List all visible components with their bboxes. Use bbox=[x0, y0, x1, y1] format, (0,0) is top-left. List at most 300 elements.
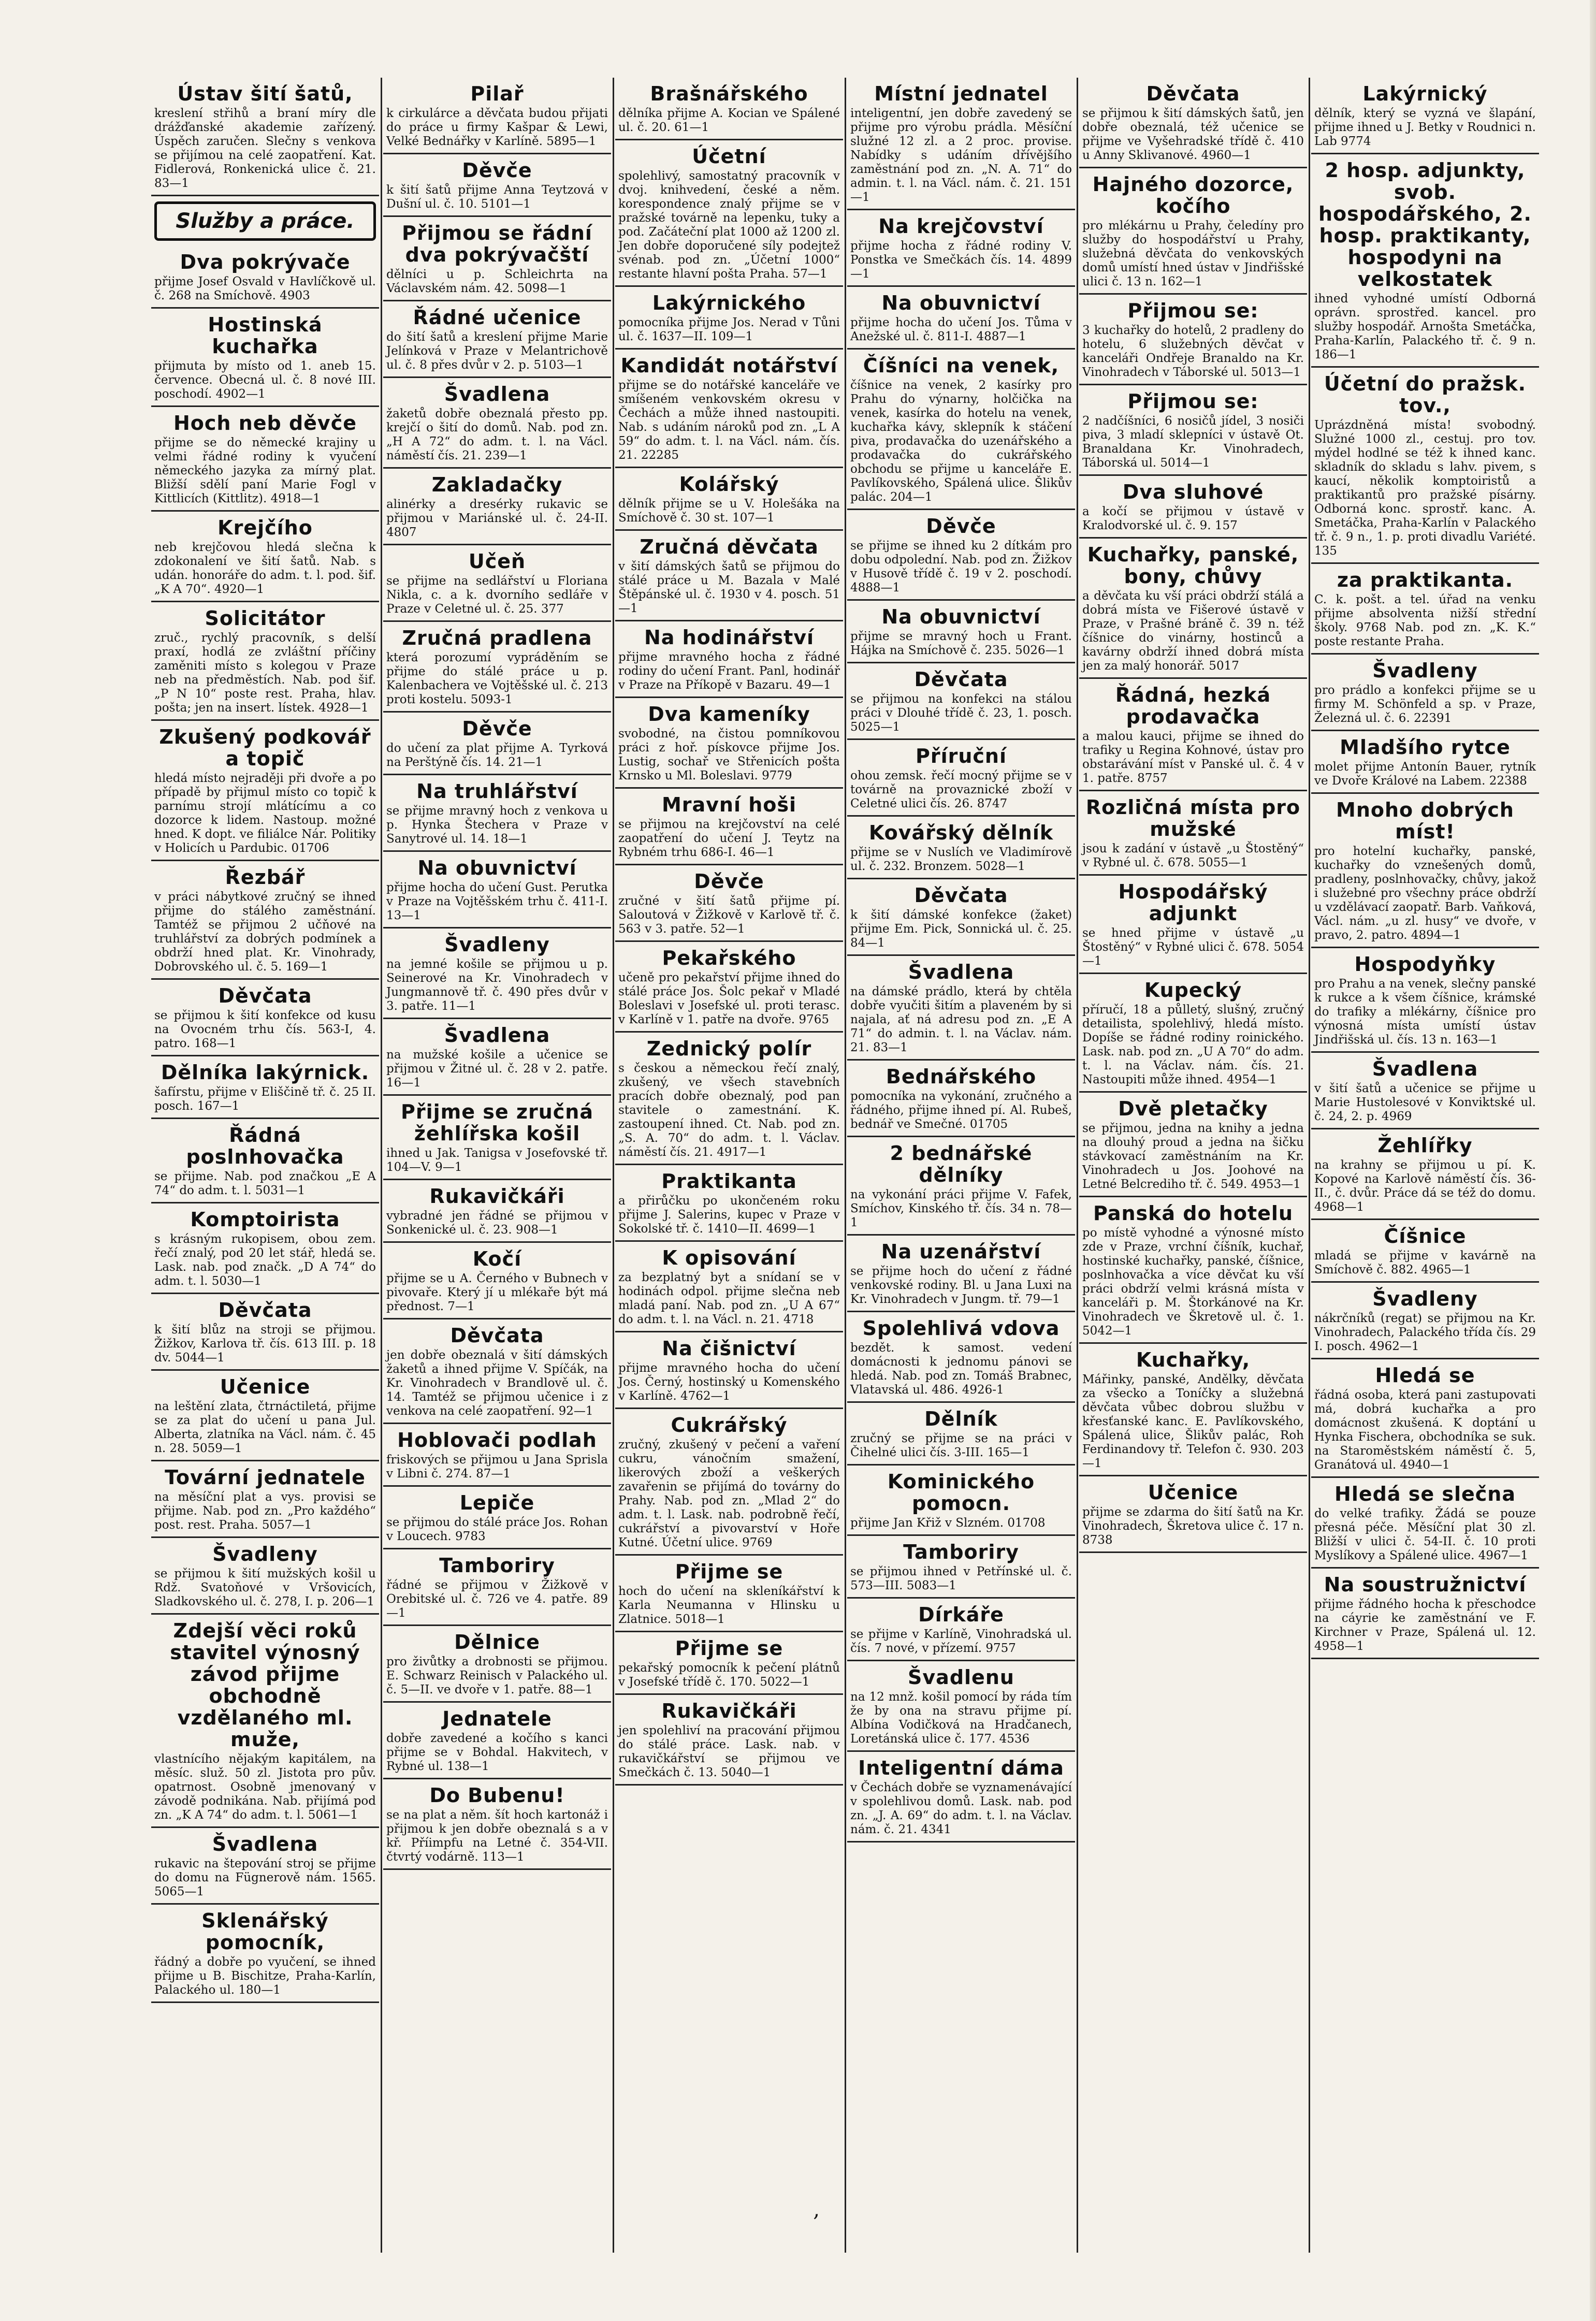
ad-heading: Žehlířky bbox=[1377, 1134, 1473, 1157]
ad-heading: Dělník bbox=[924, 1408, 998, 1430]
classified-ad bbox=[615, 621, 843, 698]
ad-body: k šití blůz na stroji se přijmou. Žižkov, Karlova tř. čís. 613 III. p. 18 dv. 5044—1 bbox=[154, 1323, 376, 1365]
classified-ad bbox=[847, 1752, 1075, 1843]
classified-ad bbox=[151, 980, 379, 1056]
ad-heading: Ústav šití šatů, bbox=[177, 82, 353, 105]
ad-heading: Učenice bbox=[1148, 1481, 1239, 1504]
classified-ad bbox=[847, 510, 1075, 601]
ad-heading: Řezbář bbox=[225, 866, 306, 889]
classified-ad bbox=[847, 663, 1075, 740]
ad-body: a přirůčku po ukončeném roku přijme J. Salerins, kupec v Praze v Sokolské tř. č. 1410—II. 4699—1 bbox=[618, 1194, 840, 1236]
ad-heading: Přijmou se: bbox=[1127, 299, 1259, 322]
ad-body: v šití dámských šatů se přijmou do stálé práce u M. Bazala v Malé Štěpánské ul. č. 1930 v 4. posch. 51—1 bbox=[618, 560, 840, 615]
ad-heading: Spolehlivá vdova bbox=[862, 1317, 1060, 1340]
ad-body: která porozumí vypráděním se přijme do stálé práce u p. Kalenbachera ve Vojtěšské ul. č. 213 proti kostelu. 5093-1 bbox=[386, 651, 608, 706]
ad-body: se přijme se ihned ku 2 dítkám pro dobu odpolední. Nab. pod zn. Žižkov v Husově třídě č. 19 v 2. poschodí. 4888—1 bbox=[850, 539, 1072, 594]
classified-ad bbox=[1079, 168, 1307, 295]
ad-heading: Místní jednatel bbox=[874, 82, 1048, 105]
ad-heading: Tamboriry bbox=[439, 1554, 555, 1577]
ad-heading: Děvče bbox=[926, 515, 996, 538]
ad-heading: Krejčího bbox=[217, 516, 313, 539]
ad-heading: Zednický polír bbox=[646, 1037, 812, 1060]
ad-heading: Na obuvnictví bbox=[881, 292, 1041, 314]
ad-heading: Rukavičkáři bbox=[429, 1185, 565, 1208]
ad-heading: Děvčata bbox=[914, 884, 1008, 907]
ad-heading: Zručná pradlena bbox=[402, 627, 592, 649]
ad-body: vybradné jen řádné se přijmou v Sonkenické ul. č. 23. 908—1 bbox=[386, 1209, 608, 1237]
ad-body: molet přijme Antonín Bauer, rytník ve Dvoře Králové na Labem. 22388 bbox=[1314, 760, 1536, 788]
classified-ad bbox=[151, 1828, 379, 1905]
classified-ad bbox=[151, 1538, 379, 1615]
ad-body: zručné v šití šatů přijme pí. Saloutová v Žižkově v Karlově tř. č. 563 v 3. patře. 52—1 bbox=[618, 894, 840, 936]
ad-body: inteligentní, jen dobře zavedený se přijme pro výrobu prádla. Měsíční služné 12 zl. a 2 proc. provise. Nabídky s udáním dřívějšího zaměstnání pod zn. „N. A. 71“ do admin. t. l. na Václ. nám. č. 21. 151—1 bbox=[850, 107, 1072, 204]
classified-ad bbox=[847, 1599, 1075, 1661]
ad-body: se přijme mravný hoch z venkova u p. Hynka Štechera v Praze v Sanytrové ul. 14. 18—1 bbox=[386, 804, 608, 846]
classified-ad bbox=[615, 468, 843, 531]
classified-ad bbox=[1079, 876, 1307, 974]
classified-ad bbox=[847, 1236, 1075, 1312]
classified-ad bbox=[615, 865, 843, 942]
ad-body: ihned vyhodné umístí Odborná oprávn. sprostřed. kancel. pro služby hospodář. Arnošta Smetáčka, Praha-Karlín, Palackého tř. č. 9 n. 186—1 bbox=[1314, 292, 1536, 361]
classified-ad bbox=[1079, 791, 1307, 876]
ad-heading: Dělnice bbox=[454, 1631, 540, 1653]
classified-ad bbox=[847, 78, 1075, 210]
ad-column-5 bbox=[1079, 78, 1307, 2253]
ad-body: dělník přijme se u V. Holešáka na Smíchově č. 30 st. 107—1 bbox=[618, 497, 840, 525]
column-rule bbox=[381, 78, 382, 2253]
ad-body: jen dobře obeznalá v šití dámských žaketů a ihned přijme V. Spíčák, na Kr. Vinohradech v Brandlově ul. č. 14. Tamtéž se přijmou učenice i z venkova na celé zaopatření. 92—1 bbox=[386, 1348, 608, 1418]
classified-ad bbox=[1311, 1569, 1539, 1659]
ad-body: se na plat a něm. šít hoch kartonáž i přijmou k jen dobře obeznalá s a v kř. Příimpfu na Letné č. 354-VII. čtvrtý vodárně. 113—1 bbox=[386, 1808, 608, 1864]
ad-body: na dámské prádlo, která by chtěla dobře vyučiti šitím a plaveném by si najala, ať ná adresu pod zn. „E A 71“ do admin. t. l. na Václav. nám. 21. 83—1 bbox=[850, 985, 1072, 1054]
classified-ad bbox=[615, 78, 843, 140]
ad-heading: 2 bednářské dělníky bbox=[890, 1142, 1033, 1186]
classified-ad bbox=[383, 1424, 611, 1487]
classified-ad bbox=[1079, 476, 1307, 539]
ad-body: mladá se přijme v kavárně na Smíchově č. 882. 4965—1 bbox=[1314, 1249, 1536, 1276]
ad-heading: Praktikanta bbox=[661, 1170, 797, 1193]
ad-heading: Dva pokrývače bbox=[180, 251, 351, 273]
classified-ad bbox=[1311, 1283, 1539, 1359]
ad-heading: Na truhlářství bbox=[416, 780, 578, 803]
ad-heading: Švadlena bbox=[212, 1833, 318, 1855]
classified-ad bbox=[615, 698, 843, 789]
ad-heading: Brašnářského bbox=[650, 82, 808, 105]
classified-ad bbox=[383, 1779, 611, 1870]
classified-ad bbox=[151, 1615, 379, 1828]
classified-ad bbox=[383, 852, 611, 929]
classified-ad bbox=[847, 1137, 1075, 1236]
ad-body: spolehlivý, samostatný pracovník v dvoj. knihvedení, české a něm. korespondence znalý přijme se v pražské továrně na lepenku, tuky a pod. Začáteční plat 1000 až 1200 zl. Jen dobře doporučené síly podejtež svénab. pod zn. „Účetní 1000“ restante hlavní pošta Praha. 57—1 bbox=[618, 169, 840, 281]
ad-body: na krahny se přijmou u pí. K. Kopové na Karlově náměstí čís. 36-II., č. dvůr. Práce dá se též do domu. 4968—1 bbox=[1314, 1158, 1536, 1214]
classified-ad bbox=[1079, 78, 1307, 168]
ad-body: číšnice na venek, 2 kasírky pro Prahu do výnarny, holčička na venek, kasírka do hotelu na venek, kuchařka kávy, sklepník k stáčení piva, prodavačka do uzenářského a prodavačka do cukrářského obchodu se přijme u kanceláře E. Pavlíkovského, Spálená ulice. Šlikův palác. 204—1 bbox=[850, 379, 1072, 504]
ad-body: na jemné košile se přijmou u p. Seinerové na Kr. Vinohradech v Jungmannově tř. č. 490 přes dvůr v 3. patře. 11—1 bbox=[386, 958, 608, 1013]
classified-ad bbox=[1311, 368, 1539, 564]
ad-heading: Na čišnictví bbox=[662, 1337, 796, 1360]
ad-heading: Na hodinářství bbox=[644, 626, 815, 649]
classified-ad bbox=[383, 469, 611, 545]
classified-ad bbox=[847, 1536, 1075, 1599]
ad-heading: Hledá se bbox=[1375, 1364, 1475, 1387]
ad-body: se přijmou do stálé práce Jos. Rohan v Loucech. 9783 bbox=[386, 1516, 608, 1543]
ad-body: řádný a dobře po vyučení, se ihned přijme u B. Bischitze, Praha-Karlín, Palackého ul. 180—1 bbox=[154, 1955, 376, 1997]
ad-body: kreslení střihů a braní míry dle drážďanské akademie zařízený. Úspěch zaručen. Slečny s venkova se přijímou na celé zaopatření. Kat. Fidlerová, Ronkenická ulice č. 21. 83—1 bbox=[154, 107, 376, 190]
classified-ad bbox=[615, 789, 843, 865]
classified-ad bbox=[383, 545, 611, 622]
classified-ad bbox=[1079, 1344, 1307, 1476]
classified-ad bbox=[383, 1549, 611, 1626]
ad-heading: Hajného dozorce, kočího bbox=[1092, 173, 1294, 217]
ad-body: a kočí se přijmou v ústavě v Kralodvorské ul. č. 9. 157 bbox=[1082, 505, 1304, 532]
ad-heading: Kočí bbox=[472, 1247, 522, 1270]
ad-heading: Dva kameníky bbox=[648, 703, 810, 726]
ad-heading: Mravní hoši bbox=[661, 793, 797, 816]
classified-ad bbox=[1311, 1053, 1539, 1129]
ad-body: pro Prahu a na venek, slečny panské k rukce a k všem číšnice, krámské do trafiky a mlékárny, číšnice pro výnosná místa umístí ústav Jindřišská ul. čís. 13 n. 163—1 bbox=[1314, 977, 1536, 1047]
ad-heading: Tovární jednatele bbox=[165, 1466, 366, 1489]
ad-heading: Zručná děvčata bbox=[640, 535, 819, 558]
classified-ad bbox=[1079, 295, 1307, 385]
ad-heading: Dírkáře bbox=[918, 1603, 1004, 1626]
ad-heading: Dělníka lakýrnick. bbox=[161, 1061, 370, 1084]
ad-body: přijme se do notářské kanceláře ve smíšeném venkovském okresu v Čechách a může ihned nastoupiti. Nab. s udáním nároků pod zn. „L A 59“ do adm. t. l. na Václ. nám. čís. 21. 22285 bbox=[618, 379, 840, 462]
classified-ad bbox=[151, 1461, 379, 1538]
ad-heading: Kovářský dělník bbox=[868, 821, 1054, 844]
ad-heading: Hospodářský adjunkt bbox=[1118, 880, 1268, 925]
ad-body: rukavic na štepování stroj se přijme do domu na Fügnerově nám. 1565. 5065—1 bbox=[154, 1857, 376, 1898]
ad-body: se přijme na sedlářství u Floriana Nikla, c. a k. dvorního sedláře v Praze v Celetné ul. č. 25. 377 bbox=[386, 574, 608, 616]
ad-body: Mářinky, panské, Andělky, děvčata za všecko a Toníčky a služebná děvčata vůbec dobrou službu v křesťanské kanc. E. Pavlíkovského, Spálená ulice, Šlikův palác, Roh Ferdinandovy tř. Telefon č. 930. 203—1 bbox=[1082, 1373, 1304, 1470]
classified-ad bbox=[615, 140, 843, 287]
classified-ad bbox=[151, 861, 379, 980]
classified-ad bbox=[847, 350, 1075, 510]
ad-body: přijme řádného hocha k přeschodce na cáyrie ke zaměstnání ve F. Kirchner v Praze, Spálená ul. 12. 4958—1 bbox=[1314, 1598, 1536, 1653]
ad-heading: Řádné učenice bbox=[413, 306, 582, 329]
ad-body: s českou a německou řečí znalý, zkušený, ve všech stavebních pracích dobře obeznalý, pod pan stavitele o zamestnání. K. zastoupení ihned. Ct. Nab. pod zn. „S. A. 70“ do adm. t. l. Václav. náměstí čís. 21. 4917—1 bbox=[618, 1062, 840, 1159]
ad-body: friskových se přijmou u Jana Sprisla v Libni č. 274. 87—1 bbox=[386, 1453, 608, 1481]
ad-heading: Pekařského bbox=[662, 947, 796, 969]
ad-body: se přijmou na krejčovství na celé zaopatření do učení J. Teytz na Rybném trhu 686-I. 46—1 bbox=[618, 818, 840, 859]
classified-ad bbox=[615, 1409, 843, 1556]
ad-heading: Švadleny bbox=[444, 933, 550, 956]
ad-heading: Cukrářský bbox=[671, 1414, 788, 1437]
ad-heading: Jednatele bbox=[442, 1707, 552, 1730]
ad-heading: Bednářského bbox=[886, 1065, 1037, 1088]
classified-ad bbox=[847, 1466, 1075, 1536]
ad-body: svobodné, na čistou pomníkovou práci z hoř. pískovce přijme Jos. Lustig, sochař ve Střenicích pošta Krnsko u Ml. Boleslavi. 9779 bbox=[618, 727, 840, 782]
ad-heading: Švadleny bbox=[1372, 1287, 1478, 1310]
ad-heading: Zdejší věci roků stavitel výnosný závod přijme obchodně vzdělaného ml. muže, bbox=[170, 1619, 360, 1751]
ad-body: přijme Josef Osvald v Havlíčkově ul. č. 268 na Smíchově. 4903 bbox=[154, 275, 376, 302]
ad-heading: Švadlena bbox=[1372, 1057, 1478, 1080]
ad-body: přijme se do německé krajiny u velmi řádné rodiny k vyučení německého jazyka za mírný plat. Bližší sdělí paní Marie Fogl v Kittlicích (Kittlitz). 4918—1 bbox=[154, 436, 376, 505]
classified-ad bbox=[151, 1119, 379, 1203]
classified-ad bbox=[383, 1243, 611, 1319]
ad-heading: Dvě pletačky bbox=[1118, 1097, 1268, 1120]
classified-ad bbox=[1079, 539, 1307, 679]
section-banner: Služby a práce. bbox=[154, 201, 376, 241]
ad-body: řádná osoba, která pani zastupovati má, dobrá kuchařka a pro domácnost zkušená. K doptání u Hynka Fischera, obchodníka se suk. na Staroměstském náměstí č. 5, Granátová ul. 4940—1 bbox=[1314, 1388, 1536, 1472]
ad-heading: Účetní do pražsk. tov., bbox=[1324, 372, 1527, 417]
ad-body: se přijmou, jedna na knihy a jedna na dlouhý proud a jedna na šičku stávkovací zaměstnáním na Kr. Vinohradech u Jos. Joohové na Letné Belcrediho tř. č. 549. 4953—1 bbox=[1082, 1122, 1304, 1191]
classified-ad bbox=[383, 1180, 611, 1243]
ad-heading: Mnoho dobrých míst! bbox=[1336, 799, 1514, 843]
ad-column-2 bbox=[383, 78, 611, 2253]
ad-body: Uprázdněná místa! svobodný. Služné 1000 zl., cestuj. pro tov. mýdel hodlné se též k ihned kanc. skladník do skladu s lahv. pivem, s kaucí, několik komptoiristů a praktikantů pro pražské písárny. Odborná konc. sprostř. kanc. A. Smetáčka, Praha-Karlín v Palackého tř. č. 9 n., 1. p. proti divadlu Variété. 135 bbox=[1314, 418, 1536, 558]
classified-ad bbox=[847, 956, 1075, 1061]
ad-body: se přijmou ihned v Petřínské ul. č. 573—III. 5083—1 bbox=[850, 1565, 1072, 1592]
ad-body: přijme mravného hocha do učení Jos. Černý, hostinský u Komenského v Karlíně. 4762—1 bbox=[618, 1361, 840, 1403]
classified-ad bbox=[151, 1056, 379, 1119]
ad-heading: Děvčata bbox=[450, 1324, 544, 1347]
ad-body: pekařský pomocník k pečení plátnů v Josefské třídě č. 170. 5022—1 bbox=[618, 1661, 840, 1689]
ad-body: vlastnícího nějakým kapitálem, na měsíc. služ. 50 zl. Jistota pro pův. opatrnost. Osobně jmenovaný v závodě podnikána. Nab. přijímá pod zn. „K A 74“ do adm. t. l. 5061—1 bbox=[154, 1752, 376, 1822]
ad-heading: Děvče bbox=[462, 717, 532, 740]
ad-body: jen spolehliví na pracování přijmou do stálé práce. Lask. nab. v rukavičkářství se přijmou ve Smečkách č. 13. 5040—1 bbox=[618, 1724, 840, 1779]
ad-heading: Přijme se zručná žehlířska košil bbox=[401, 1100, 593, 1145]
ad-heading: Řádná, hezká prodavačka bbox=[1115, 684, 1271, 728]
ad-heading: 2 hosp. adjunkty, svob. hospodářského, 2. hosp. praktikanty, hospodyni na velkostatek bbox=[1318, 159, 1532, 291]
ad-body: hoch do učení na skleníkářství k Karla Neumanna v Hlinsku u Zlatnice. 5018—1 bbox=[618, 1585, 840, 1626]
ad-heading: Hoch neb děvče bbox=[173, 412, 357, 434]
ad-body: k cirkulárce a děvčata budou přijati do práce u firmy Kašpar & Lewi, Velké Bednářky v Karlíně. 5895—1 bbox=[386, 107, 608, 148]
ad-body: zručný, zkušený v pečení a vaření cukru, vánočním smažení, likerových zboží a veškerých zavařenin se přijímá do továrny do Prahy. Nab. pod zn. „Mlad 2“ do adm. t. l. Lask. nab. podrobně řečí, cukrářství a pivovarství v Hoře Kutné. Účetní ulice. 9769 bbox=[618, 1438, 840, 1549]
classified-ad bbox=[1311, 564, 1539, 655]
ad-heading: Švadlena bbox=[444, 383, 550, 405]
classified-ad bbox=[847, 817, 1075, 879]
classified-ad bbox=[615, 350, 843, 468]
ad-heading: Děvčata bbox=[218, 1299, 312, 1322]
ad-body: se přijmou k šití mužských košil u Rdž. Svatoňové v Vršovicích, Sladkovského ul. č. 278, I. p. 206—1 bbox=[154, 1567, 376, 1608]
classified-ad bbox=[847, 1312, 1075, 1403]
ad-body: pomocníka na vykonání, zručného a řádného, přijme ihned pí. Al. Rubeš, bednář ve Smečné. 01705 bbox=[850, 1090, 1072, 1131]
classified-ad bbox=[847, 1061, 1075, 1137]
classified-ad bbox=[1311, 794, 1539, 948]
ad-body: alinérky a dresérky rukavic se přijmou v Mariánské ul. č. 24-II. 4807 bbox=[386, 498, 608, 539]
ad-heading: Přijme se bbox=[675, 1637, 784, 1660]
ad-heading: Mladšího rytce bbox=[1340, 736, 1511, 759]
ad-heading: Švadleny bbox=[1372, 659, 1478, 682]
classified-ad bbox=[615, 1695, 843, 1786]
ad-heading: Hledá se slečna bbox=[1334, 1483, 1516, 1505]
ad-body: neb krejčovou hledá slečna k zdokonalení ve šití šatů. Nab. s udán. honoráře do adm. t. l. pod. šif. „K A 70“. 4920—1 bbox=[154, 541, 376, 596]
ad-heading: Komptoirista bbox=[190, 1208, 340, 1231]
ad-column-6 bbox=[1311, 78, 1539, 2253]
column-rule bbox=[1077, 78, 1078, 2253]
classified-ad bbox=[151, 78, 379, 196]
classified-ad bbox=[151, 246, 379, 309]
classified-ad bbox=[847, 1403, 1075, 1466]
ad-body: příručí, 18 a půlletý, slušný, zručný detailista, spolehlivý, hledá místo. Dopíše se řádné rodiny roinického. Lask. nab. pod zn. „U A 70“ do adm. t. l. na Václav. nám. čís. 21. Nastoupiti může ihned. 4954—1 bbox=[1082, 1003, 1304, 1086]
classified-ad bbox=[383, 1096, 611, 1180]
ad-body: přijme se zdarma do šití šatů na Kr. Vinohradech, Škretova ulice č. 17 n. 8738 bbox=[1082, 1505, 1304, 1547]
ad-body: přijmuta by místo od 1. aneb 15. července. Obecná ul. č. 8 nové III. poschodí. 4902—1 bbox=[154, 359, 376, 401]
ad-body: na 12 mnž. košil pomocí by ráda tím že by ona na stravu přijme pí. Albína Vodičková na Hradčanech, Loretánská ulice č. 177. 4536 bbox=[850, 1690, 1072, 1746]
classified-ad bbox=[383, 622, 611, 713]
ad-body: dělník, který se vyzná ve šlapání, přijme ihned u J. Betky v Roudnici n. Lab 9774 bbox=[1314, 107, 1536, 148]
ad-body: pro živůtky a drobnosti se přijmou. E. Schwarz Reinisch v Palackého ul. č. 5—II. ve dvoře v 1. patře. 88—1 bbox=[386, 1655, 608, 1696]
ad-heading: Zakladačky bbox=[431, 473, 563, 496]
ad-body: jsou k zadání v ústavě „u Štostěný“ v Rybné ul. č. 678. 5055—1 bbox=[1082, 842, 1304, 869]
ad-body: se přijme v Karlíně, Vinohradská ul. čís. 7 nové, v přízemí. 9757 bbox=[850, 1628, 1072, 1655]
ad-heading: Učenice bbox=[220, 1375, 311, 1398]
ad-heading: Děvčata bbox=[218, 984, 312, 1007]
classified-ad bbox=[847, 601, 1075, 663]
ad-body: za bezplatný byt a snídaní se v hodinách odpol. přijme slečna neb mladá paní. Nab. pod zn. „U A 67“ do adm. t. l. na Václ. n. 21. 4718 bbox=[618, 1271, 840, 1326]
ad-heading: Hoblovači podlah bbox=[397, 1429, 597, 1452]
ad-heading: Dva sluhové bbox=[1122, 481, 1264, 503]
ad-body: pro mlékárnu u Prahy, čeledíny pro služby do hospodářství u Prahy, služebná děvčata do venkovských domů umístí hned ústav v Jindřišské ulici č. 13 n. 162—1 bbox=[1082, 219, 1304, 288]
ad-body: šafírstu, přijme v Eliščině tř. č. 25 II. posch. 167—1 bbox=[154, 1085, 376, 1113]
ad-heading: Kandidát notářství bbox=[620, 354, 838, 377]
classified-ad bbox=[383, 301, 611, 378]
ad-body: na vykonání práci přijme V. Fafek, Smíchov, Kinského tř. čís. 34 n. 78—1 bbox=[850, 1188, 1072, 1229]
ad-heading: Na obuvnictví bbox=[881, 605, 1041, 628]
ad-body: ohou zemsk. řečí mocný přijme se v továrně na provaznické zboží v Celetné ulici čís. 26. 8747 bbox=[850, 769, 1072, 810]
classified-ad bbox=[383, 929, 611, 1019]
column-rule bbox=[1309, 78, 1310, 2253]
ad-body: nákrčníků (regat) se přijmou na Kr. Vinohradech, Palackého třída čís. 29 I. posch. 4962—1 bbox=[1314, 1312, 1536, 1353]
classified-ad bbox=[151, 602, 379, 721]
ad-heading: Lepiče bbox=[459, 1491, 535, 1514]
ad-body: do učení za plat přijme A. Tyrková na Perštýně čís. 14. 21—1 bbox=[386, 742, 608, 769]
ad-body: do velké trafiky. Žádá se pouze přesná péče. Měsíční plat 30 zl. Bližší v ulici č. 54-II. č. 10 proti Myslíkovy a Spálené ulice. 4967—1 bbox=[1314, 1507, 1536, 1562]
ad-body: přijme mravného hocha z řádné rodiny do učení Frant. Panl, hodinář v Praze na Příkopě v Bazaru. 49—1 bbox=[618, 650, 840, 692]
classified-ad bbox=[383, 378, 611, 469]
ad-body: v Čechách dobře se vyznamenávající v spolehlivou domů. Lask. nab. pod zn. „J. A. 69“ do adm. t. l. na Václav. nám. č. 21. 4341 bbox=[850, 1781, 1072, 1836]
ad-heading: Řádná poslnhovačka bbox=[186, 1124, 344, 1168]
ad-heading: Inteligentní dáma bbox=[858, 1757, 1064, 1779]
ad-heading: Sklenářský pomocník, bbox=[201, 1909, 329, 1954]
ad-body: se přijmou k šití dámských šatů, jen dobře obeznalá, též učenice se přijme ve Vyšehradské třídě č. 410 u Anny Sklivanové. 4960—1 bbox=[1082, 107, 1304, 162]
classified-ad bbox=[1311, 948, 1539, 1053]
ad-body: se přijme hoch do učení z řádné venkovské rodiny. Bl. u Jana Luxi na Kr. Vinohradech v Jungm. tř. 79—1 bbox=[850, 1265, 1072, 1306]
classified-ad bbox=[1079, 1093, 1307, 1197]
ad-heading: Švadlena bbox=[908, 961, 1014, 983]
ad-body: se přijmou k šití konfekce od kusu na Ovocném trhu čís. 563-I, 4. patro. 168—1 bbox=[154, 1009, 376, 1050]
classified-ad bbox=[1079, 974, 1307, 1093]
ad-body: přijme hocha do učení Gust. Perutka v Praze na Vojtěšském trhu č. 411-I. 13—1 bbox=[386, 881, 608, 922]
ad-body: přijme se mravný hoch u Frant. Hájka na Smíchově č. 235. 5026—1 bbox=[850, 630, 1072, 657]
classified-ad bbox=[1311, 731, 1539, 794]
ad-heading: Do Bubenu! bbox=[429, 1784, 565, 1807]
ad-heading: Rozličná místa pro mužské bbox=[1085, 796, 1301, 840]
ad-heading: Švadlena bbox=[444, 1024, 550, 1047]
ad-heading: Kuchařky, bbox=[1136, 1348, 1251, 1371]
ad-heading: Na obuvnictví bbox=[417, 857, 577, 879]
ad-heading: Děvče bbox=[694, 870, 764, 893]
classified-ad bbox=[1311, 1220, 1539, 1283]
ad-heading: Panská do hotelu bbox=[1093, 1202, 1293, 1225]
ad-body: s krásným rukopisem, obou zem. řečí znalý, pod 20 let stář, hledá se. Lask. nab. pod značk. „D A 74“ do adm. t. l. 5030—1 bbox=[154, 1232, 376, 1288]
classified-ad bbox=[151, 1294, 379, 1371]
ad-body: se přijmou na konfekci na stálou práci v Dlouhé třídě č. 23, 1. posch. 5025—1 bbox=[850, 692, 1072, 734]
classified-ad bbox=[151, 407, 379, 512]
ad-heading: Číšníci na venek, bbox=[863, 354, 1060, 377]
ad-body: a malou kauci, přijme se ihned do trafiky u Regina Kohnové, ústav pro obstarávání míst v Panské ul. č. 4 v 1. patře. 8757 bbox=[1082, 730, 1304, 785]
classified-ad bbox=[151, 1371, 379, 1461]
newspaper-page bbox=[151, 78, 1558, 2253]
ad-body: dělníci u p. Schleichrta na Václavském nám. 42. 5098—1 bbox=[386, 268, 608, 295]
ad-body: k šití šatů přijme Anna Teytzová v Dušní ul. č. 10. 5101—1 bbox=[386, 183, 608, 211]
classified-ad bbox=[847, 879, 1075, 956]
ad-body: přijme Jan Křiž v Slzném. 01708 bbox=[850, 1516, 1046, 1530]
ad-heading: Děvčata bbox=[914, 668, 1008, 691]
classified-ad bbox=[151, 1203, 379, 1294]
classified-ad bbox=[615, 1165, 843, 1242]
ad-body: a děvčata ku vší práci obdrží stálá a dobrá místa ve Fišerové ústavě v Praze, v Prašné bráně č. 39 n. též číšnice do vinárny, hostinců a kavárny obdrží ihned dobrá místa jen za malý honorář. 5017 bbox=[1082, 589, 1304, 673]
classified-ad bbox=[615, 1556, 843, 1632]
classified-ad bbox=[151, 512, 379, 602]
ad-heading: Hostinská kuchařka bbox=[208, 313, 323, 358]
classified-ad bbox=[1311, 1478, 1539, 1569]
ad-heading: Kominického pomocn. bbox=[887, 1470, 1035, 1515]
ad-body: zručný se přijme se na práci v Čihelné ulici čís. 3-III. 165—1 bbox=[850, 1432, 1072, 1459]
classified-ad bbox=[1079, 679, 1307, 791]
ad-heading: Přijmou se řádní dva pokrývačští bbox=[402, 222, 592, 266]
classified-ad bbox=[1079, 1197, 1307, 1344]
ad-body: se hned přijme v ústavě „u Štostěný“ v Rybné ulici č. 678. 5054—1 bbox=[1082, 926, 1304, 968]
ad-heading: Děvčata bbox=[1146, 82, 1240, 105]
ad-heading: Kuchařky, panské, bony, chůvy bbox=[1087, 543, 1299, 588]
column-rule bbox=[613, 78, 614, 2253]
ad-heading: za praktikanta. bbox=[1337, 569, 1514, 591]
ad-body: pro prádlo a konfekci přijme se u firmy M. Schönfeld a sp. v Praze, Železná ul. č. 6. 22391 bbox=[1314, 684, 1536, 725]
ad-body: na mužské košile a učenice se přijmou v Žitné ul. č. 28 v 2. patře. 16—1 bbox=[386, 1048, 608, 1090]
ad-body: na měsíční plat a vys. provisi se přijme. Nab. pod zn. „Pro každého“ post. rest. Praha. 5057—1 bbox=[154, 1490, 376, 1532]
ad-heading: Hospodyňky bbox=[1354, 953, 1496, 976]
ad-heading: Učeň bbox=[468, 550, 526, 573]
ad-body: se přijme. Nab. pod značkou „E A 74“ do adm. t. l. 5031—1 bbox=[154, 1170, 376, 1197]
classified-ad bbox=[383, 217, 611, 301]
ad-body: žaketů dobře obeznalá přesto pp. krejčí o šití do domů. Nab. pod zn. „H A 72“ do adm. t. l. na Václ. náměstí čís. 21. 239—1 bbox=[386, 407, 608, 462]
column-rule bbox=[845, 78, 846, 2253]
classified-ad bbox=[151, 309, 379, 407]
ad-body: přijme se v Nuslích ve Vladimírově ul. č. 232. Bronzem. 5028—1 bbox=[850, 846, 1072, 873]
classified-ad bbox=[383, 154, 611, 217]
classified-ad bbox=[615, 1242, 843, 1332]
ad-heading: Děvče bbox=[462, 159, 532, 182]
ad-heading: Přijmou se: bbox=[1127, 390, 1259, 413]
classified-ad bbox=[1079, 1476, 1307, 1553]
ad-heading: Přijme se bbox=[675, 1560, 784, 1583]
classified-ad bbox=[615, 1033, 843, 1165]
classified-ad bbox=[1311, 1359, 1539, 1478]
ad-body: dělníka přijme A. Kocian ve Spálené ul. č. 20. 61—1 bbox=[618, 107, 840, 134]
ad-body: přijme hocha do učení Jos. Tůma v Anežské ul. č. 811-I. 4887—1 bbox=[850, 316, 1072, 343]
ad-heading: K opisování bbox=[662, 1246, 796, 1269]
ad-heading: Kolářský bbox=[679, 473, 779, 496]
ad-body: C. k. pošt. a tel. úřad na venku přijme absolventa nižší střední školy. 9768 Nab. pod zn. „K. K.“ poste restante Praha. bbox=[1314, 593, 1536, 648]
ad-body: bezdět. k samost. vedení domácnosti k jednomu pánovi se hledá. Nab. pod zn. Tomáš Brabnec, Vlatavská ul. 486. 4926-1 bbox=[850, 1341, 1072, 1397]
classified-ad bbox=[383, 78, 611, 154]
ad-heading: Švadleny bbox=[212, 1543, 318, 1565]
classified-ad bbox=[615, 1632, 843, 1695]
ad-heading: Rukavičkáři bbox=[661, 1700, 797, 1722]
ad-heading: Na uzenářství bbox=[881, 1240, 1041, 1263]
classified-ad bbox=[1311, 78, 1539, 154]
classified-ad bbox=[615, 1332, 843, 1409]
classified-ad bbox=[383, 1703, 611, 1779]
classified-ad bbox=[383, 713, 611, 775]
ad-heading: Tamboriry bbox=[903, 1541, 1019, 1563]
ad-body: učeně pro pekařství přijme ihned do stálé práce Jos. Šolc pekař v Mladé Boleslavi v Josefské ul. proti terasc. v Karlíně v 1. patře na dvoře. 9765 bbox=[618, 971, 840, 1026]
classified-ad bbox=[1311, 1129, 1539, 1220]
classified-ad bbox=[383, 1626, 611, 1703]
ad-column-4 bbox=[847, 78, 1075, 2253]
classified-ad bbox=[615, 942, 843, 1033]
